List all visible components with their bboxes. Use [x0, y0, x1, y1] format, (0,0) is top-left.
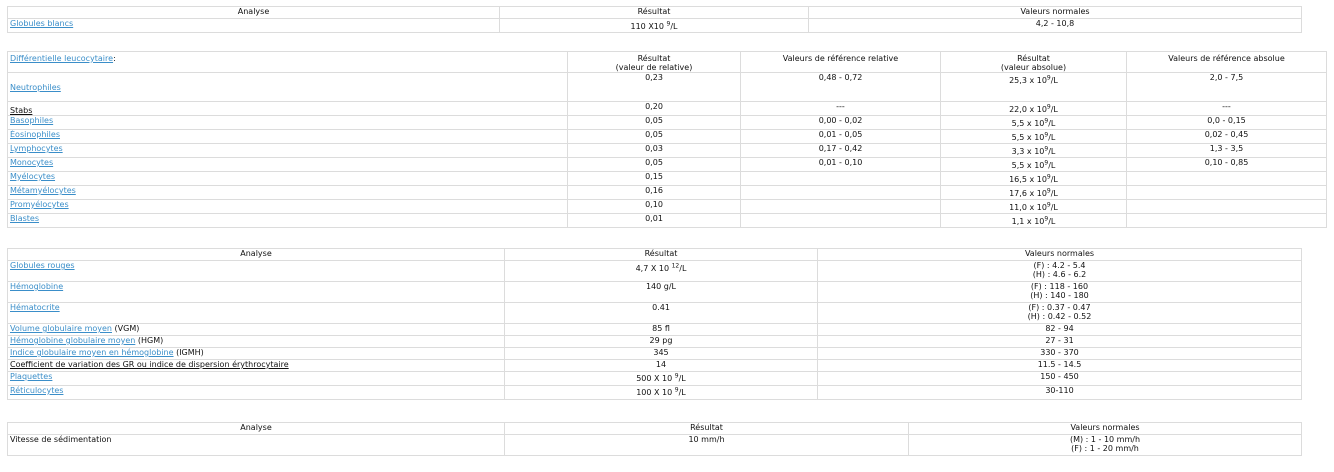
absolute-reference: 2,0 - 7,5 — [1209, 73, 1244, 82]
absolute-unit-suffix: /L — [1050, 175, 1058, 184]
absolute-unit-suffix: /L — [1050, 105, 1058, 114]
normal-range: 82 - 94 — [1045, 324, 1074, 333]
row-name-link[interactable]: Blastes — [10, 214, 40, 223]
absolute-value: 5,5 — [1011, 161, 1025, 170]
absolute-value: 17,6 — [1009, 189, 1027, 198]
table-row — [8, 186, 1327, 200]
normal-range: 11.5 - 14.5 — [1037, 360, 1082, 369]
table-row — [8, 214, 1327, 228]
row-name-link[interactable]: Neutrophiles — [10, 82, 61, 92]
relative-reference: 0,01 - 0,10 — [818, 158, 863, 167]
differential-table — [7, 51, 1327, 228]
vgm-link[interactable]: Volume globulaire moyen — [10, 324, 112, 333]
relative-value: 0,20 — [645, 102, 663, 111]
absolute-value: 5,5 — [1011, 133, 1025, 142]
relative-reference: 0,48 - 0,72 — [818, 73, 863, 82]
absolute-unit-prefix: x 10 — [1024, 217, 1045, 226]
row-name-link[interactable]: Myélocytes — [10, 172, 56, 181]
result-value: 345 — [653, 348, 669, 357]
header-colon: : — [113, 54, 116, 63]
absolute-reference: 0,0 - 0,15 — [1207, 116, 1246, 125]
absolute-unit-prefix: x 10 — [1026, 76, 1047, 85]
result-value: 110 X10 — [630, 22, 667, 31]
header-result-absolute: Résultat — [1017, 54, 1050, 63]
result-exponent: 9 — [674, 372, 679, 380]
result-value: 0.41 — [652, 303, 670, 312]
absolute-reference: 0,02 - 0,45 — [1204, 130, 1249, 139]
result-exponent: 9 — [674, 386, 679, 394]
result-value: 85 fl — [652, 324, 670, 333]
table-row — [8, 73, 1327, 102]
absolute-unit-exponent: 9 — [1046, 187, 1051, 195]
result-value: 140 g/L — [645, 282, 677, 291]
normal-range-female: (F) : 118 - 160 — [1030, 282, 1089, 291]
table-row — [8, 336, 1302, 348]
relative-value: 0,10 — [645, 200, 663, 209]
header-result-relative-sub: (valeur de relative) — [615, 63, 693, 72]
absolute-unit-prefix: x 10 — [1024, 119, 1045, 128]
absolute-unit-exponent: 9 — [1044, 215, 1049, 223]
absolute-unit-exponent: 9 — [1044, 159, 1049, 167]
absolute-value: 5,5 — [1011, 119, 1025, 128]
relative-reference: 0,17 - 0,42 — [818, 144, 863, 153]
result-unit: /L — [679, 264, 687, 273]
table-row — [8, 282, 1302, 303]
absolute-unit-exponent: 9 — [1044, 145, 1049, 153]
header-resultat: Résultat — [505, 249, 818, 261]
absolute-unit-suffix: /L — [1050, 189, 1058, 198]
absolute-unit-suffix: /L — [1050, 76, 1058, 85]
row-name-link[interactable]: Promyélocytes — [10, 200, 69, 209]
result-unit: /L — [678, 374, 686, 383]
normal-range: 4,2 - 10,8 — [1035, 19, 1075, 28]
relative-value: 0,16 — [645, 186, 663, 195]
header-result-relative: Résultat — [637, 54, 671, 63]
relative-value: 0,05 — [645, 158, 663, 167]
absolute-unit-exponent: 9 — [1046, 103, 1051, 111]
vgm-abbr: (VGM) — [111, 324, 140, 333]
relative-value: 0,05 — [645, 130, 663, 139]
hemoglobine-link[interactable]: Hémoglobine — [10, 282, 64, 291]
row-name-link[interactable]: Lymphocytes — [10, 144, 63, 153]
absolute-unit-exponent: 9 — [1046, 173, 1051, 181]
result-value: 100 X 10 — [636, 388, 675, 397]
relative-value: 0,05 — [645, 116, 663, 125]
table-row — [8, 144, 1327, 158]
table-row — [8, 116, 1327, 130]
header-valeurs-normales: Valeurs normales — [809, 7, 1302, 19]
header-resultat: Résultat — [505, 423, 909, 435]
row-name-link[interactable]: Métamyélocytes — [10, 186, 76, 195]
absolute-value: 16,5 — [1009, 175, 1027, 184]
table-row — [8, 158, 1327, 172]
header-result-absolute-sub: (valeur absolue) — [1000, 63, 1067, 72]
relative-reference: 0,00 - 0,02 — [818, 116, 863, 125]
header-valeurs-normales: Valeurs normales — [909, 423, 1302, 435]
absolute-unit-prefix: x 10 — [1026, 189, 1047, 198]
header-analyse: Analyse — [8, 249, 505, 261]
normal-range-male: (H) : 4.6 - 6.2 — [1032, 270, 1087, 279]
absolute-value: 11,0 — [1009, 203, 1027, 212]
globules-blancs-link[interactable]: Globules blancs — [10, 19, 74, 28]
coefficient-variation-label: Coefficient de variation des GR ou indice de dispersion érythrocytaire — [10, 360, 289, 369]
header-analyse: Analyse — [8, 423, 505, 435]
table-row — [8, 130, 1327, 144]
absolute-unit-exponent: 9 — [1046, 201, 1051, 209]
absolute-unit-exponent: 9 — [1044, 117, 1049, 125]
igmh-abbr: (IGMH) — [173, 348, 204, 357]
hgm-link[interactable]: Hémoglobine globulaire moyen — [10, 336, 136, 345]
relative-reference: 0,01 - 0,05 — [818, 130, 863, 139]
table-row — [8, 19, 1302, 33]
table-row — [8, 200, 1327, 214]
result-unit: /L — [670, 22, 678, 31]
header-valeurs-normales: Valeurs normales — [818, 249, 1302, 261]
absolute-unit-exponent: 9 — [1046, 74, 1051, 82]
header-ref-relative: Valeurs de référence relative — [782, 54, 899, 63]
table-row — [8, 386, 1302, 400]
globules-rouges-link[interactable]: Globules rouges — [10, 261, 75, 270]
absolute-unit-exponent: 9 — [1044, 131, 1049, 139]
header-resultat: Résultat — [500, 7, 809, 19]
relative-reference: --- — [836, 102, 845, 111]
table-row — [8, 102, 1327, 116]
absolute-value: 1,1 — [1011, 217, 1025, 226]
result-value: 4,7 X 10 — [635, 264, 672, 273]
normal-range-male: (M) : 1 - 10 mm/h — [1069, 435, 1141, 444]
red-cells-table — [7, 248, 1302, 400]
table-row — [8, 172, 1327, 186]
absolute-unit-prefix: x 10 — [1026, 203, 1047, 212]
row-name-label: Stabs — [10, 106, 33, 115]
plaquettes-link[interactable]: Plaquettes — [10, 372, 53, 381]
vitesse-sedimentation-label: Vitesse de sédimentation — [10, 435, 112, 444]
absolute-unit-prefix: x 10 — [1026, 175, 1047, 184]
absolute-unit-suffix: /L — [1048, 119, 1056, 128]
hematocrite-link[interactable]: Hématocrite — [10, 303, 60, 312]
table-row — [8, 360, 1302, 372]
reticulocytes-link[interactable]: Réticulocytes — [10, 386, 64, 395]
table-row — [8, 303, 1302, 324]
absolute-unit-prefix: x 10 — [1026, 105, 1047, 114]
table-row — [8, 348, 1302, 360]
table-row — [8, 324, 1302, 336]
result-value: 14 — [655, 360, 667, 369]
absolute-unit-suffix: /L — [1048, 133, 1056, 142]
normal-range: 27 - 31 — [1045, 336, 1074, 345]
sedimentation-table — [7, 422, 1302, 456]
absolute-reference: 1,3 - 3,5 — [1209, 144, 1244, 153]
result-exponent: 9 — [666, 20, 671, 28]
relative-value: 0,01 — [645, 214, 663, 223]
result-unit: /L — [678, 388, 686, 397]
result-exponent: 12 — [671, 262, 680, 270]
absolute-unit-prefix: x 10 — [1024, 161, 1045, 170]
result-value: 500 X 10 — [636, 374, 675, 383]
normal-range: 150 - 450 — [1040, 372, 1079, 381]
header-analyse: Analyse — [8, 7, 500, 19]
normal-range-female: (F) : 1 - 20 mm/h — [1071, 444, 1139, 453]
absolute-unit-suffix: /L — [1050, 203, 1058, 212]
result-value: 29 pg — [649, 336, 673, 345]
normal-range-female: (F) : 0.37 - 0.47 — [1028, 303, 1091, 312]
absolute-unit-suffix: /L — [1048, 147, 1056, 156]
result-value: 10 mm/h — [688, 435, 725, 444]
header-ref-absolute: Valeurs de référence absolue — [1168, 54, 1285, 63]
table-row — [8, 435, 1302, 456]
normal-range-male: (H) : 0.42 - 0.52 — [1027, 312, 1092, 321]
table-row — [8, 261, 1302, 282]
absolute-unit-suffix: /L — [1048, 217, 1056, 226]
igmh-link[interactable]: Indice globulaire moyen en hémoglobine — [10, 348, 174, 357]
absolute-reference: --- — [1222, 102, 1231, 111]
absolute-value: 3,3 — [1011, 147, 1025, 156]
absolute-unit-prefix: x 10 — [1024, 133, 1045, 142]
absolute-value: 25,3 — [1009, 76, 1027, 85]
absolute-reference: 0,10 - 0,85 — [1204, 158, 1249, 167]
absolute-unit-prefix: x 10 — [1024, 147, 1045, 156]
row-name-link[interactable]: Éosinophiles — [10, 130, 60, 139]
absolute-value: 22,0 — [1009, 105, 1027, 114]
normal-range: 330 - 370 — [1040, 348, 1079, 357]
table-row — [8, 372, 1302, 386]
relative-value: 0,03 — [645, 144, 663, 153]
relative-value: 0,15 — [645, 172, 663, 181]
row-name-link[interactable]: Monocytes — [10, 158, 54, 167]
row-name-link[interactable]: Basophiles — [10, 116, 54, 125]
differential-link[interactable]: Différentielle leucocytaire — [10, 54, 114, 63]
normal-range-female: (F) : 4.2 - 5.4 — [1033, 261, 1086, 270]
white-cells-table — [7, 6, 1302, 33]
relative-value: 0,23 — [645, 73, 663, 82]
normal-range-male: (H) : 140 - 180 — [1030, 291, 1089, 300]
hgm-abbr: (HGM) — [135, 336, 164, 345]
absolute-unit-suffix: /L — [1048, 161, 1056, 170]
normal-range: 30-110 — [1045, 386, 1074, 395]
